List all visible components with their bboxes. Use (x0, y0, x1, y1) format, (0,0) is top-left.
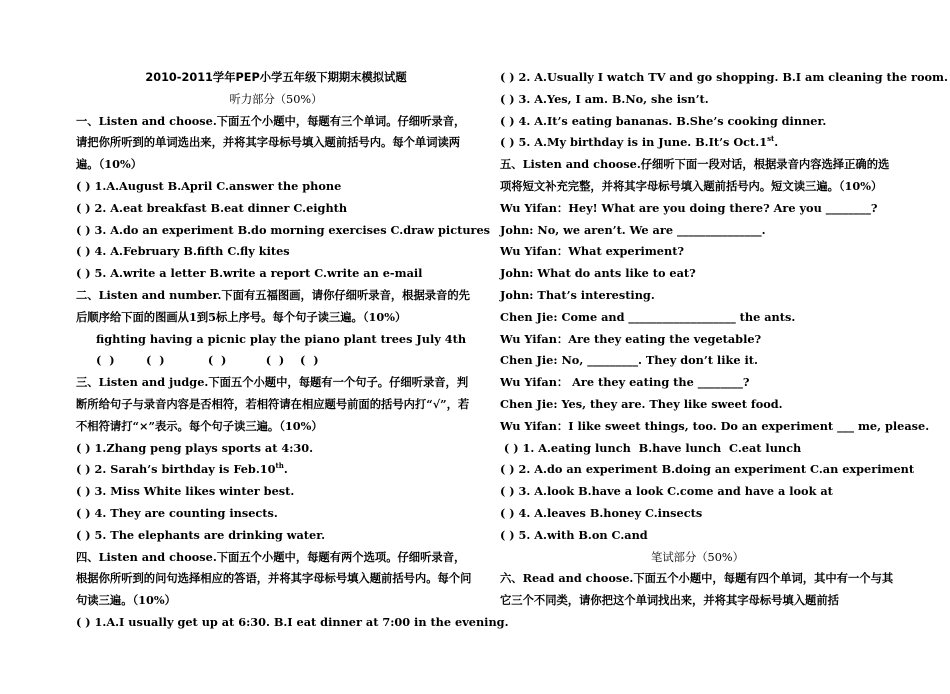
question-item: ( ) 4. A.It’s eating bananas. B.She’s cooking dinner. (500, 113, 827, 128)
section5-heading: 五、Listen and choose.仔细听下面一段对话，根据录音内容选择正确的选项将短文补充完整，并将其字母标号填入题前括号内。短文读三遍。（10%） (500, 157, 890, 193)
picture-labels-row: fighting having a picnic play the piano plant trees July 4th (96, 331, 467, 346)
dialogue-line: John: That’s interesting. (500, 287, 655, 302)
dialogue-line: John: No, we aren’t. We are _______________. (500, 222, 766, 237)
ordinal-suffix: th (275, 461, 284, 471)
question-item: ( ) 4. They are counting insects. (76, 505, 278, 520)
punctuation: . (774, 135, 779, 150)
listening-section-header: 听力部分（50%） (229, 92, 323, 106)
ordinal-suffix: st (767, 134, 775, 144)
question-item: ( ) 3. Miss White likes winter best. (76, 484, 295, 499)
question-item: ( ) 5. The elephants are drinking water. (76, 527, 326, 542)
dialogue-line: Wu Yifan：What experiment? (500, 244, 685, 259)
section4-heading: 四、Listen and choose.下面五个小题中，每题有两个选项。仔细听录音，根据你所听到的问句选择相应的答语，并将其字母标号填入题前括号内。每个问句读三遍。（10%） (76, 549, 472, 608)
exam-title: 2010-2011学年PEP小学五年级下期期末模拟试题 (145, 71, 407, 84)
question-item: ( ) 1.A.August B.April C.answer the phone (76, 178, 342, 193)
question-item: ( ) 3. A.Yes, I am. B.No, she isn’t. (500, 91, 709, 106)
question-item (500, 132, 895, 154)
question-item: ( ) 5. A.write a letter B.write a report C.write an e-mail (76, 266, 423, 281)
left-column (76, 67, 509, 634)
question-item: ( ) 1.A.I usually get up at 6:30. B.I eat dinner at 7:00 in the evening. (76, 614, 509, 629)
dialogue-line: Wu Yifan：I like sweet things, too. Do an experiment ___ me, please. (500, 418, 930, 433)
question-item: ( ) 3. A.look B.have a look C.come and have a look at (500, 484, 833, 499)
section6-heading: 六、Read and choose.下面五个小题中，每题有四个单词，其中有一个与其它三个不同类，请你把这个单词找出来，并将其字母标号填入题前括 (500, 571, 894, 608)
question-item: ( ) 2. A.do an experiment B.doing an experiment C.an experiment (500, 462, 915, 477)
question-text: ( ) 2. Sarah’s birthday is Feb.10 (76, 462, 276, 477)
dialogue-line: Chen Jie: No, _________. They don’t like it. (500, 353, 758, 368)
question-item: ( ) 2. A.Usually I watch TV and go shopping. B.I am cleaning the room. (500, 70, 948, 84)
dialogue-line: Wu Yifan： Are they eating the ________? (500, 375, 750, 390)
question-text: ( ) 5. A.My birthday is in June. B.It’s Oct.1 (500, 135, 768, 150)
punctuation: . (283, 462, 288, 477)
dialogue-line: Wu Yifan：Hey! What are you doing there? Are you ________? (500, 200, 878, 215)
question-item: ( ) 1.Zhang peng plays sports at 4:30. (76, 440, 314, 455)
question-item: ( ) 4. A.leaves B.honey C.insects (500, 505, 703, 520)
question-item: ( ) 1. A.eating lunch B.have lunch C.eat lunch (500, 440, 802, 455)
dialogue-line: John: What do ants like to eat? (500, 266, 696, 281)
section1-heading: 一、Listen and choose.下面五个小题中，每题有三个单词。仔细听录音，请把你所听到的单词选出来，并将其字母标号填入题前括号内。每个单词读两遍。（10%） (76, 113, 466, 172)
section2-heading: 二、Listen and number.下面有五福图画，请你仔细听录音，根据录音的先后顺序给下面的图画从1到5标上序号。每个句子读三遍。（10%） (76, 287, 470, 324)
question-item: ( ) 3. A.do an experiment B.do morning exercises C.draw pictures (76, 222, 491, 237)
question-item: ( ) 4. A.February B.fifth C.fly kites (76, 244, 290, 259)
question-item: ( ) 5. A.with B.on C.and (500, 527, 648, 542)
dialogue-line: Chen Jie: Come and ___________________ the ants. (500, 309, 796, 324)
written-section-header: 笔试部分（50%） (651, 550, 744, 564)
section3-heading: 三、Listen and judge.下面五个小题中，每题有一个句子。仔细听录音，判断所给句子与录音内容是否相符，若相符请在相应题号前面的括号内打“√”，若不相符请打“×”表示。每个句子读三遍。（10%） (76, 375, 470, 433)
dialogue-line: Wu Yifan：Are they eating the vegetable? (500, 331, 762, 346)
question-item (76, 459, 476, 481)
right-column (500, 67, 948, 612)
answer-brackets-row: ( ) ( ) ( ) ( ) ( ) (96, 353, 319, 368)
dialogue-line: Chen Jie: Yes, they are. They like sweet food. (500, 396, 783, 411)
question-item: ( ) 2. A.eat breakfast B.eat dinner C.eighth (76, 200, 348, 215)
